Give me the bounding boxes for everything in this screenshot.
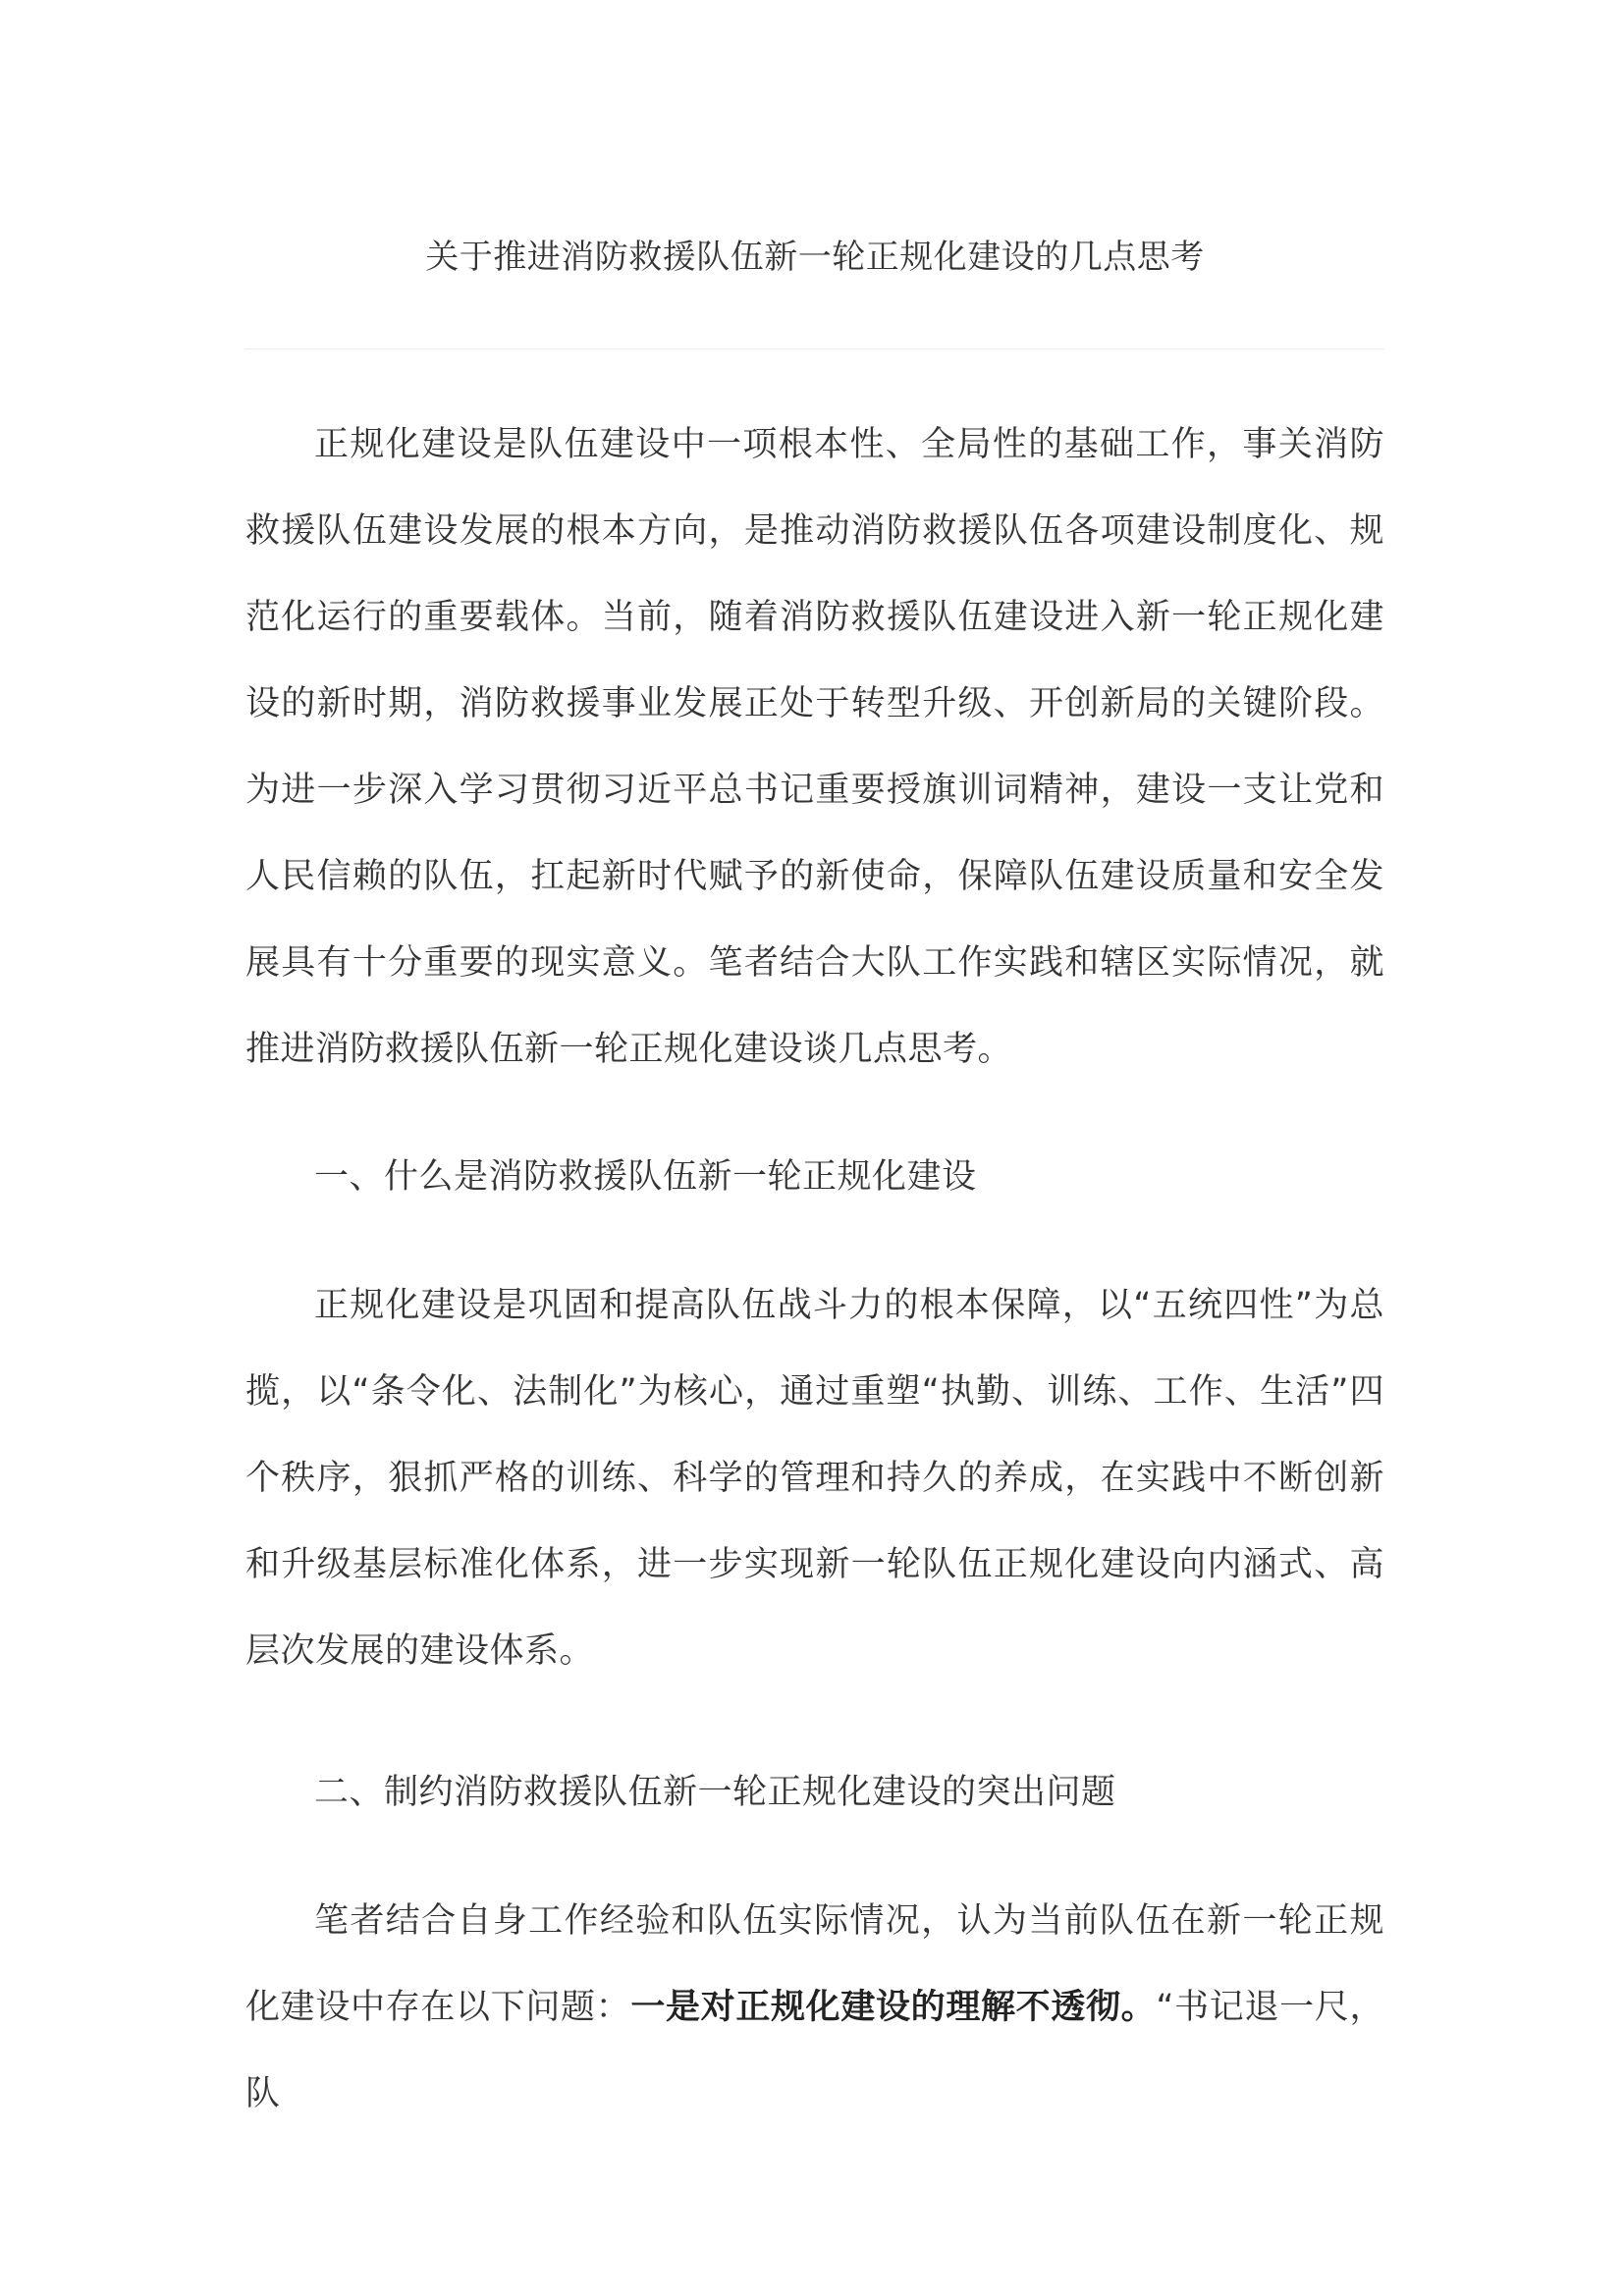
section-2-bold-point: 一是对正规化建设的理解不透彻。 — [630, 1988, 1157, 2027]
intro-paragraph: 正规化建设是队伍建设中一项根本性、全局性的基础工作，事关消防救援队伍建设发展的根本方向，是推动消防救援队伍各项建设制度化、规范化运行的重要载体。当前，随着消防救援队伍建设进入新一轮正规化建设的新时期，消防救援事业发展正处于转型升级、开创新局的关键阶段。为进一步深入学习贯彻习近平总书记重要授旗训词精神，建设一支让党和人民信赖的队伍，扛起新时代赋予的新使命，保障队伍建设质量和安全发展具有十分重要的现实意义。笔者结合大队工作实践和辖区实际情况，就推进消防救援队伍新一轮正规化建设谈几点思考。 — [245, 425, 1384, 1069]
section-2-paragraph — [245, 1878, 1384, 2137]
document-title: 关于推进消防救援队伍新一轮正规化建设的几点思考 — [425, 238, 1205, 277]
section-1-paragraph: 正规化建设是巩固和提高队伍战斗力的根本保障，以“五统四性”为总揽，以“条令化、法制化”为核心，通过重塑“执勤、训练、工作、生活”四个秩序，狠抓严格的训练、科学的管理和持久的养成，在实践中不断创新和升级基层标准化体系，进一步实现新一轮队伍正规化建设向内涵式、高层次发展的建设体系。 — [245, 1286, 1384, 1671]
section-heading-2: 二、制约消防救援队伍新一轮正规化建设的突出问题 — [314, 1773, 1116, 1812]
section-2-tail-text: “书记退一尺，队 — [245, 1988, 1384, 2113]
section-2-lead-text: 笔者结合自身工作经验和队伍实际情况，认为当前队伍在新一轮正规化建设中存在以下问题： — [245, 1901, 1384, 2027]
section-heading-1: 一、什么是消防救援队伍新一轮正规化建设 — [314, 1157, 977, 1197]
title-divider — [245, 348, 1384, 349]
